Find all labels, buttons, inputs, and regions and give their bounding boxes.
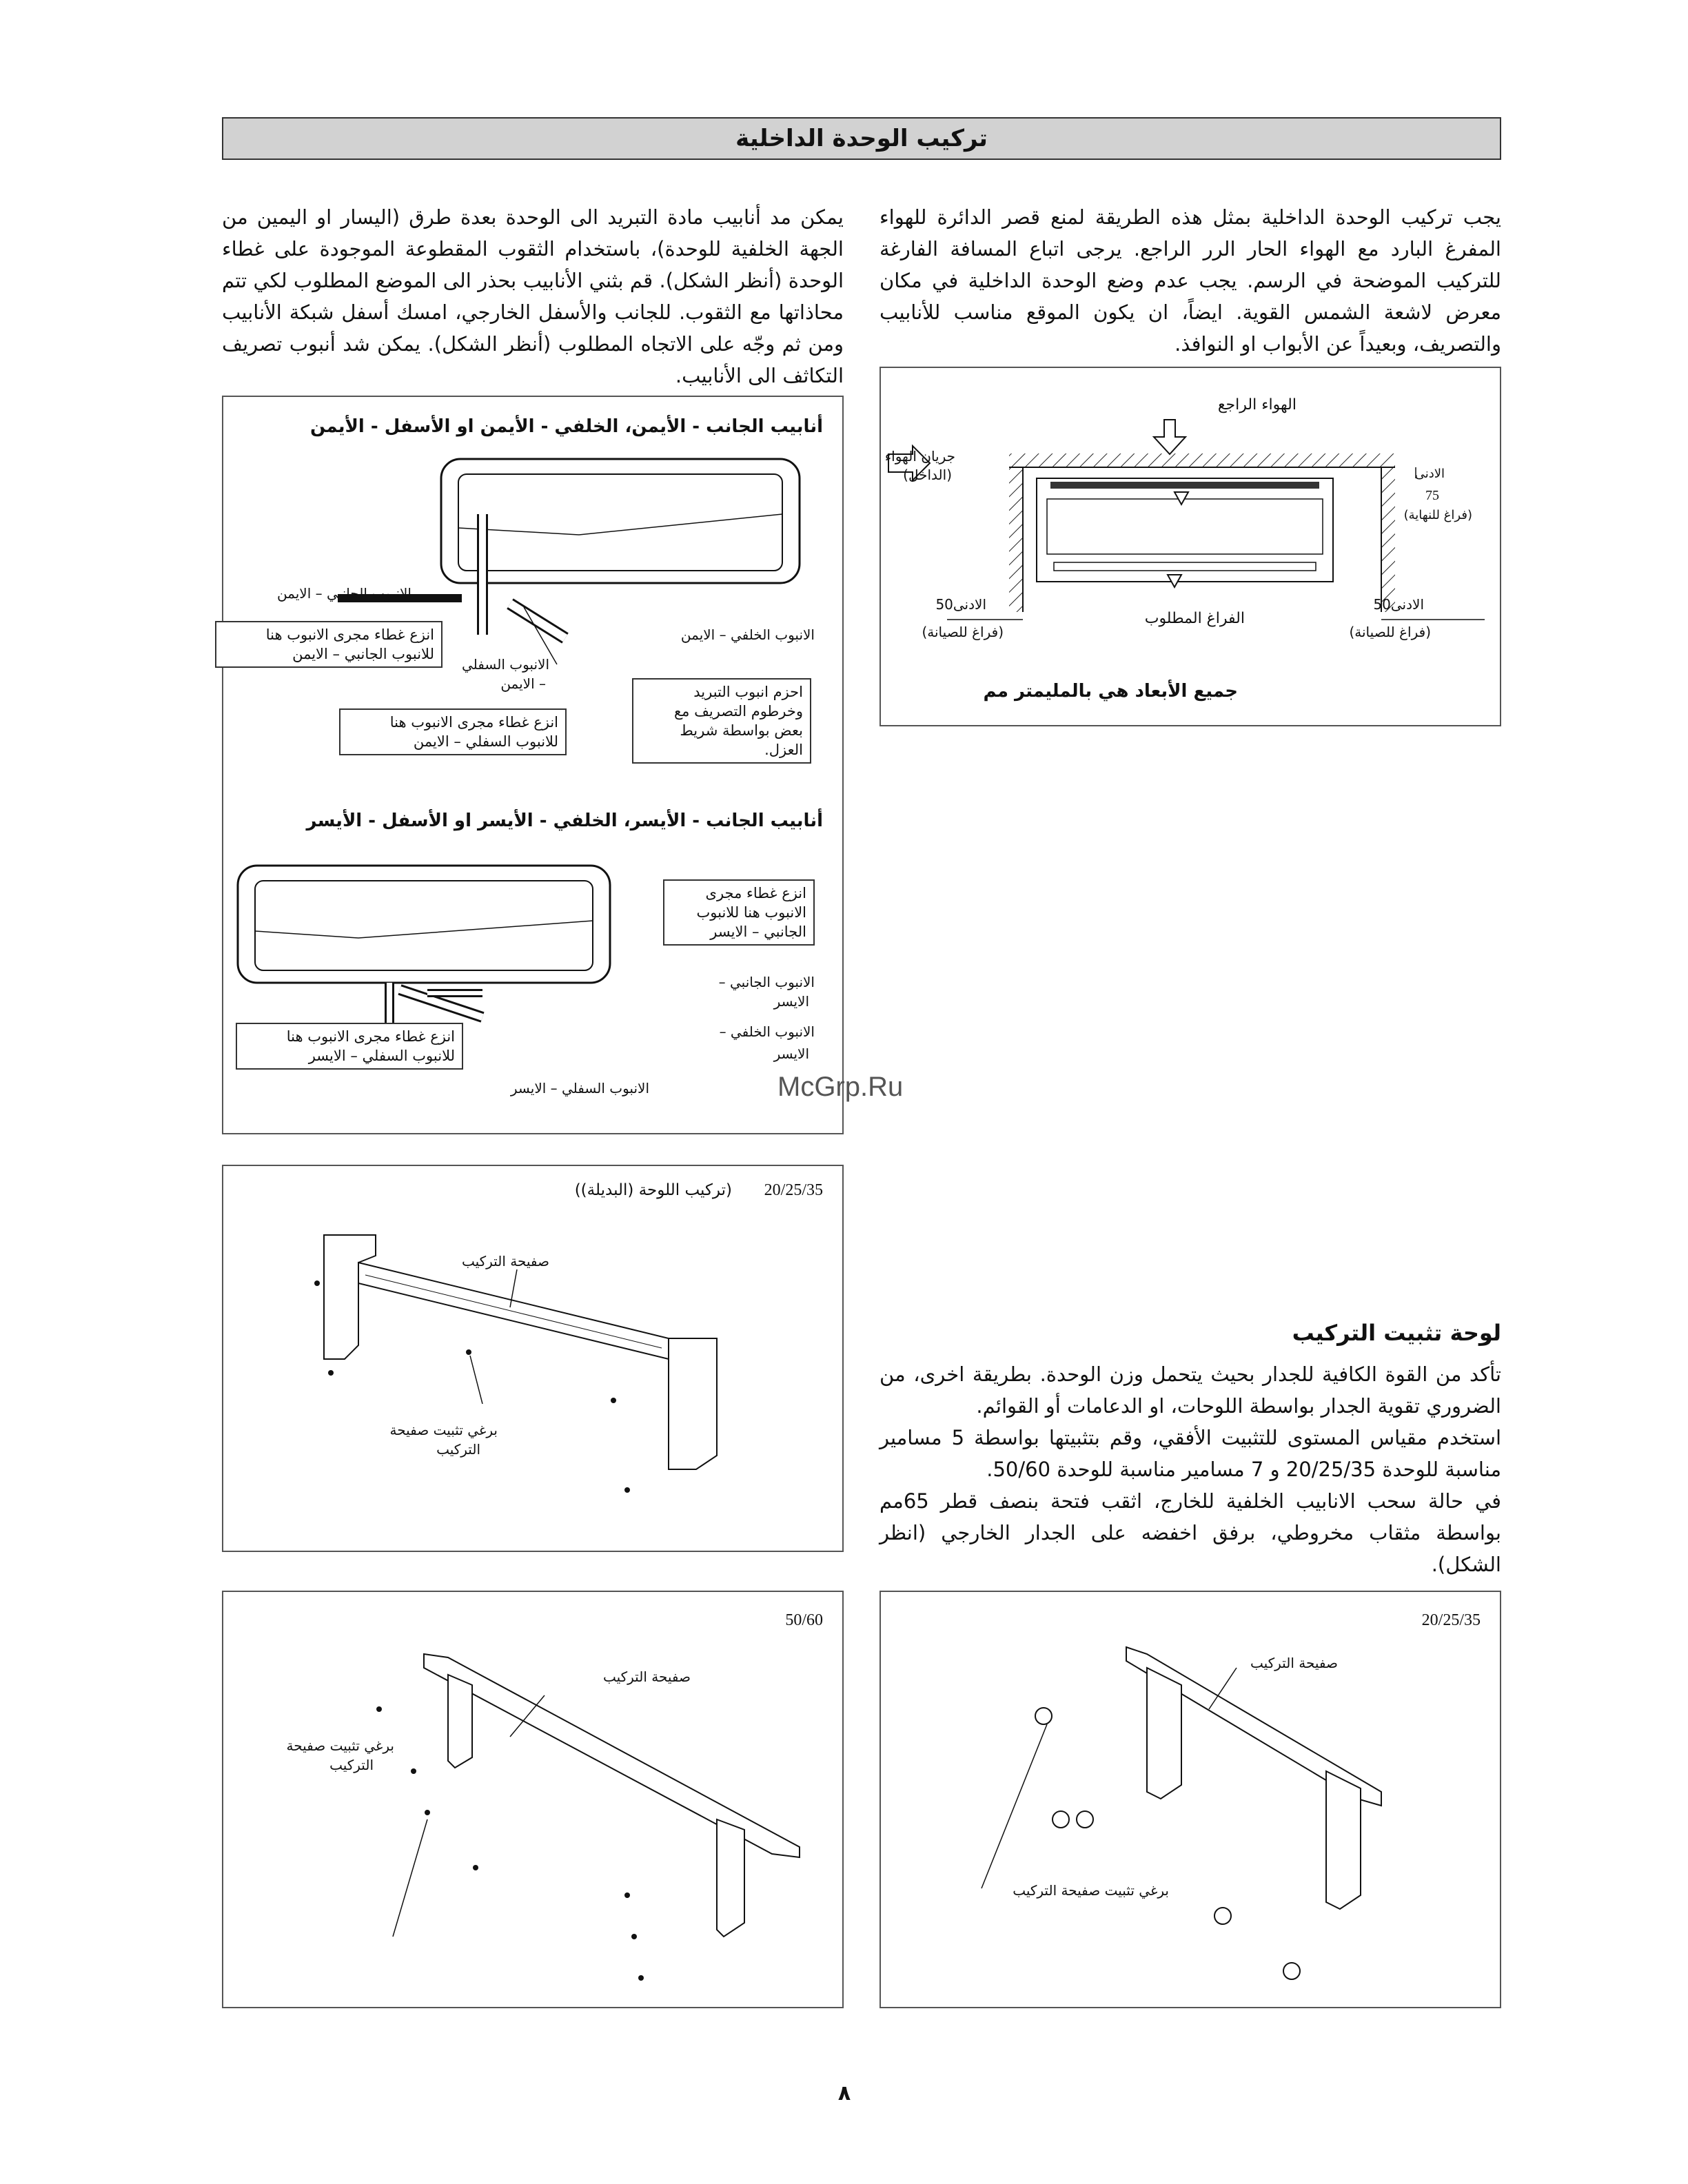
- screw-mark: [638, 1975, 644, 1981]
- right-bottom-cover-callout: [339, 708, 567, 755]
- mounting-section-title: لوحة تثبيت التركيب: [1292, 1320, 1501, 1346]
- screw-mark: [466, 1349, 471, 1355]
- left-bottom-pipe-label: الانبوب السفلي – الايسر: [510, 1080, 649, 1096]
- plate-5060-left-leg: [448, 1675, 472, 1768]
- bind-tape-callout: [632, 678, 811, 764]
- screw-icon: [1077, 1811, 1093, 1828]
- left-min-label: الادنى50: [935, 596, 986, 613]
- unit-right-piping-outline: [441, 459, 800, 583]
- return-air-arrow: [1154, 420, 1186, 454]
- section-title-bar: [222, 117, 1501, 160]
- right-piping-heading: أنابيب الجانب - الأيمن، الخلفي - الأيمن او الأسفل - الأيمن: [309, 416, 823, 437]
- left-rear-pipe-label-1: الانبوب الخلفي –: [719, 1023, 815, 1040]
- alt-plate-drawing: [221, 1166, 842, 1553]
- screw-mark: [624, 1487, 630, 1493]
- right-bottom-pipe-label-1: الانبوب السفلي: [462, 656, 549, 673]
- alt-screw-label-2: التركيب: [436, 1441, 480, 1458]
- right-bottom-cover-line1: انزع غطاء مجرى الانبوب هنا: [389, 714, 558, 731]
- plate-202535-screw: برغي تثبيت صفيحة التركيب: [1013, 1882, 1169, 1899]
- page-title: تركيب الوحدة الداخلية: [735, 125, 988, 152]
- plate-5060-label: صفيحة التركيب: [602, 1668, 691, 1685]
- screw-mark: [328, 1370, 334, 1376]
- plate-5060-drawing: [221, 1592, 842, 2010]
- left-side-pipe-label-2: الايسر: [773, 993, 809, 1010]
- mounting-para-2: استخدم مقياس المستوى للتثبيت الأفقي، وقم بتثبيتها بواسطة 5 مسامير مناسبة للوحدة 20/25/35 و 7 مسامير مناسبة للوحدة 50/60.: [879, 1426, 1502, 1481]
- piping-diagram: [222, 396, 844, 1134]
- ceiling-hatch: [1009, 453, 1395, 467]
- plate-diagram-202535: [879, 1591, 1501, 2008]
- top-min-label: الادنى: [1414, 467, 1445, 481]
- plate-202535-drawing: [878, 1592, 1500, 2010]
- screw-mark: [624, 1892, 630, 1898]
- screw-mark: [473, 1865, 478, 1870]
- clearance-diagram: [879, 367, 1501, 726]
- left-bottom-cover-callout: [236, 1023, 463, 1070]
- top-min-value: 75: [1425, 488, 1439, 503]
- left-intro-paragraph: يمكن مد أنابيب مادة التبريد الى الوحدة بعدة طرق (اليسار او اليمين من الجهة الخلفية للوحدة)، باستخدام الثقوب المقطوعة الموجودة على غطاء الوحدة (أنظر الشكل). قم بثني الأنابيب بحذر الى الموضع المطلوب لكي تتم محاذاتها مع الثقوب. للجانب والأسفل الخارجي، امسك أسفل شبكة الأنابيب ومن ثم وجّه على الاتجاه المطلوب (أنظر الشكل). يمكن شد أنبوب تصريف التكاثف الى الأنابيب.: [222, 205, 844, 387]
- plate-5060-screw-2: التركيب: [329, 1757, 374, 1773]
- left-side-cover-callout: [663, 879, 815, 946]
- plate-202535-left-leg: [1147, 1668, 1181, 1799]
- right-bottom-cover-line2: للانبوب السفلي – الايمن: [413, 733, 558, 750]
- right-wall-hatch: [1381, 467, 1395, 612]
- alt-plate-diagram: [222, 1165, 844, 1552]
- required-space-label: الفراغ المطلوب: [1144, 610, 1245, 627]
- screw-mark: [631, 1934, 637, 1939]
- plate-5060-right-leg: [717, 1819, 744, 1937]
- screw-mark: [314, 1280, 320, 1286]
- top-min-note: (فراغ للنهاية): [1403, 508, 1472, 522]
- screw-mark: [411, 1768, 416, 1774]
- return-air-label: الهواء الراجع: [1217, 396, 1296, 414]
- right-service-label: (فراغ للصيانة): [1349, 624, 1431, 640]
- bind-tape-line4: العزل.: [764, 742, 803, 758]
- left-side-cover-line3: الجانبي – الايسر: [710, 923, 806, 940]
- plate-diagram-5060: [222, 1591, 844, 2008]
- plate-202535-right-leg: [1326, 1771, 1361, 1909]
- right-rear-pipe-label: الانبوب الخلفي – الايمن: [680, 626, 815, 643]
- alt-screw-label-1: برغي تثبيت صفيحة: [389, 1422, 498, 1438]
- clearance-drawing: [878, 368, 1500, 728]
- left-wall-hatch: [1009, 467, 1023, 612]
- alt-plate-label: صفيحة التركيب: [461, 1253, 549, 1269]
- screw-mark: [425, 1810, 430, 1815]
- plate-202535-model: 20/25/35: [1421, 1611, 1481, 1629]
- left-side-pipe-label-1: الانبوب الجانبي –: [718, 974, 815, 990]
- unit-grille: [1050, 482, 1319, 489]
- right-intro-paragraph: يجب تركيب الوحدة الداخلية بمثل هذه الطريقة لمنع قصر الدائرة للهواء المفرغ البارد مع الهواء الحار الرر الراجع. يرجى اتباع المسافة الفارغة للتركيب الموضحة في الرسم. يجب عدم وضع الوحدة الداخلية في مكان معرض لاشعة الشمس القوية. ايضاً، ان يكون الموقع مناسب للأنابيب والتصريف، وبعيداً عن الأبواب او النوافذ.: [879, 205, 1501, 356]
- screw-icon: [1035, 1708, 1052, 1724]
- alt-plate-rail: [358, 1263, 669, 1359]
- right-bottom-pipe-label-2: – الايمن: [500, 675, 546, 692]
- left-side-cover-line2: الانبوب هنا للانبوب: [696, 904, 806, 921]
- right-side-pipe-label: الانبوب الجانبي – الايمن: [276, 585, 411, 602]
- unit-left-piping-outline: [238, 866, 610, 983]
- screw-icon: [1053, 1811, 1069, 1828]
- screw-icon: [1283, 1963, 1300, 1979]
- units-note: جميع الأبعاد هي بالمليمتر مم: [983, 681, 1238, 702]
- bind-tape-line1: احزم انبوب التبريد: [693, 684, 803, 700]
- left-piping-heading: أنابيب الجانب - الأيسر، الخلفي - الأيسر او الأسفل - الأيسر: [306, 810, 823, 831]
- bind-tape-line3: بعض بواسطة شريط: [680, 722, 803, 739]
- air-flow-label-2: (الداخل): [903, 467, 952, 483]
- mounting-section: [879, 1320, 1501, 1580]
- mounting-para-3: في حالة سحب الانابيب الخلفية للخارج، اثقب فتحة بنصف قطر 65مم بواسطة مثقاب مخروطي، برفق اخفضه على الجدار الخارجي (انظر الشكل).: [879, 1489, 1501, 1576]
- right-side-cover-callout: [215, 621, 443, 668]
- right-side-cover-line1: انزع غطاء مجرى الانبوب هنا: [265, 626, 434, 643]
- left-service-label: (فراغ للصيانة): [922, 624, 1004, 640]
- left-bottom-cover-line1: انزع غطاء مجرى الانبوب هنا: [286, 1028, 455, 1045]
- left-side-cover-line1: انزع غطاء مجرى: [705, 885, 806, 901]
- plate-202535-label: صفيحة التركيب: [1250, 1655, 1338, 1671]
- watermark: McGrp.Ru: [777, 1072, 904, 1102]
- alt-plate-caption: (تركيب اللوحة (البديلة)): [574, 1181, 732, 1199]
- mounting-para-1: تأكد من القوة الكافية للجدار بحيث يتحمل وزن الوحدة. بطريقة اخرى، من الضروري تقوية الجدار بواسطة اللوحات، او الدعامات أو القوائم.: [879, 1363, 1501, 1418]
- right-side-cover-line2: للانبوب الجانبي – الايمن: [292, 646, 434, 662]
- screw-icon: [1214, 1908, 1231, 1924]
- air-flow-label-1: جريان الهواء: [884, 448, 955, 465]
- plate-5060-screw-1: برغي تثبيت صفيحة: [286, 1737, 394, 1754]
- left-bottom-cover-line2: للانبوب السفلي – الايسر: [308, 1048, 455, 1064]
- alt-plate-right-bracket: [669, 1338, 717, 1469]
- left-rear-pipe-label-2: الايسر: [773, 1045, 809, 1062]
- alt-plate-model: 20/25/35: [764, 1181, 823, 1199]
- page-number: ٨: [837, 2081, 851, 2105]
- plate-5060-model: 50/60: [785, 1611, 823, 1629]
- screw-mark: [611, 1398, 616, 1403]
- alt-plate-left-bracket: [324, 1235, 376, 1359]
- bind-tape-line2: وخرطوم التصريف مع: [673, 703, 803, 720]
- screw-mark: [376, 1706, 382, 1712]
- right-min-label: الادنى50: [1373, 596, 1424, 613]
